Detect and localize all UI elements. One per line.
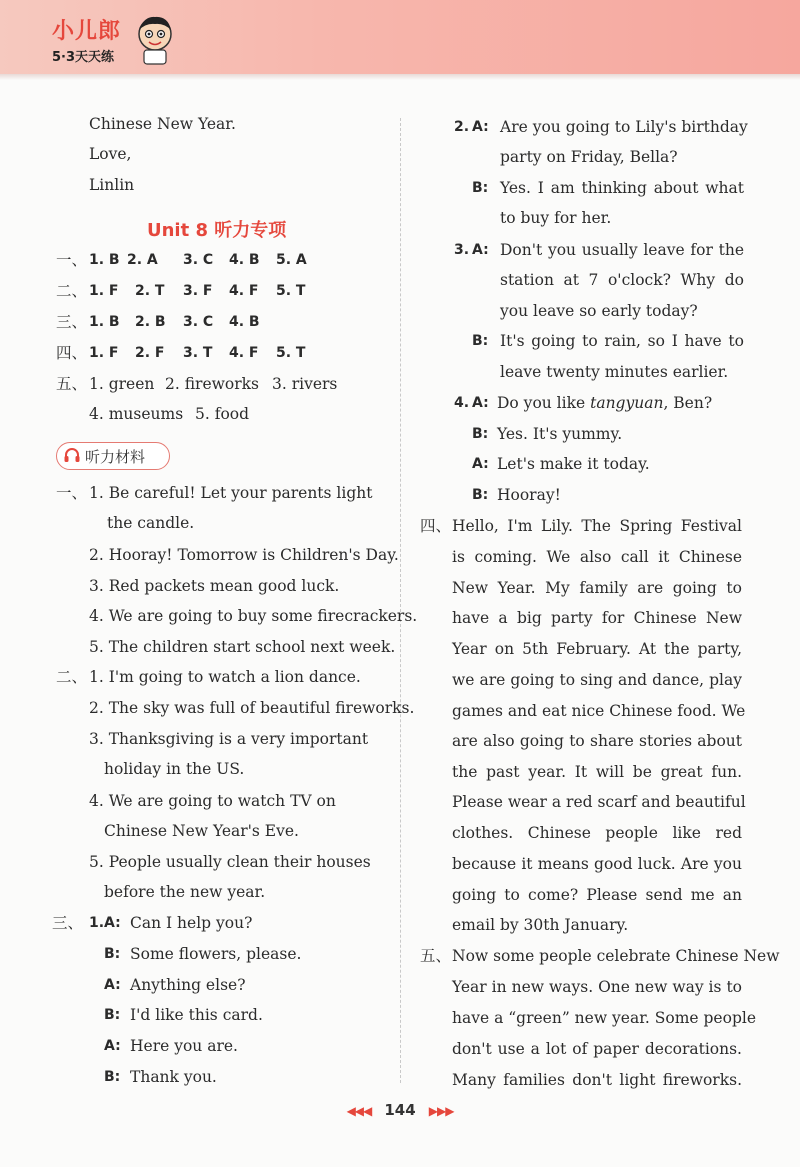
letter-line: Love, bbox=[89, 145, 132, 163]
brand-subtitle: 5·3天天练 bbox=[52, 50, 115, 65]
script-line: 3. Thanksgiving is a very important bbox=[89, 730, 369, 748]
dialogue-line: leave twenty minutes earlier. bbox=[500, 363, 729, 381]
script-line: 5. People usually clean their houses bbox=[89, 853, 371, 871]
unit-title: Unit 8 听力专项 bbox=[147, 220, 287, 241]
answer: 1. B bbox=[89, 314, 120, 330]
answer: 4. B bbox=[229, 314, 260, 330]
speaker: B: bbox=[104, 1007, 121, 1023]
passage-line: email by 30th January. bbox=[452, 916, 629, 934]
answer: 1. B bbox=[89, 252, 120, 268]
script-line: 1. I'm going to watch a lion dance. bbox=[89, 668, 361, 686]
passage-line: are also going to share stories about bbox=[452, 732, 742, 750]
dialogue-line: It's going to rain, so I have to bbox=[500, 332, 744, 350]
page-number: 144 bbox=[384, 1101, 416, 1119]
passage-line: don't use a lot of paper decorations. bbox=[452, 1040, 742, 1058]
header-shadow bbox=[0, 74, 800, 80]
answer: 4. F bbox=[229, 283, 259, 299]
mascot-icon bbox=[134, 14, 176, 66]
dialogue-italic: tangyuan bbox=[590, 394, 664, 412]
dialogue-number: 2. bbox=[454, 119, 470, 135]
speaker: B: bbox=[472, 487, 489, 503]
script-line: 3. Red packets mean good luck. bbox=[89, 577, 340, 595]
section-marker: 三、 bbox=[56, 313, 88, 331]
section-marker: 二、 bbox=[56, 282, 88, 300]
section-marker: 五、 bbox=[420, 947, 452, 965]
passage-line: the past year. It will be great fun. bbox=[452, 763, 742, 781]
answer: 4. F bbox=[229, 345, 259, 361]
script-line: 2. The sky was full of beautiful fireworks. bbox=[89, 699, 415, 717]
speaker: A: bbox=[472, 242, 489, 258]
materials-label-text: 听力材料 bbox=[85, 448, 146, 466]
dialogue-number: 4. bbox=[454, 395, 470, 411]
page-footer bbox=[0, 1100, 800, 1119]
answer: 2. T bbox=[135, 283, 165, 299]
answer: 3. F bbox=[183, 283, 213, 299]
right-arrows-icon: ▶▶▶ bbox=[428, 1104, 454, 1118]
passage-line: is coming. We also call it Chinese bbox=[452, 548, 742, 566]
answer: 2. A bbox=[127, 252, 158, 268]
left-arrows-icon: ◀◀◀ bbox=[346, 1104, 372, 1118]
passage-line: have a big party for Chinese New bbox=[452, 609, 742, 627]
passage-line: have a “green” new year. Some people bbox=[452, 1009, 756, 1027]
answer: 5. A bbox=[276, 252, 307, 268]
answer: 1. F bbox=[89, 283, 119, 299]
script-line: Chinese New Year's Eve. bbox=[104, 822, 299, 840]
brand-logo: 小儿郎 bbox=[52, 19, 122, 44]
speaker: A: bbox=[104, 977, 121, 993]
dialogue-line: you leave so early today? bbox=[500, 302, 698, 320]
answer: 4. B bbox=[229, 252, 260, 268]
dialogue-line: station at 7 o'clock? Why do bbox=[500, 271, 744, 289]
speaker: A: bbox=[104, 1038, 121, 1054]
dialogue-line: Yes. It's yummy. bbox=[497, 425, 623, 443]
script-line: before the new year. bbox=[104, 883, 266, 901]
section-marker: 二、 bbox=[56, 668, 88, 686]
dialogue-line: party on Friday, Bella? bbox=[500, 148, 678, 166]
letter-line: Linlin bbox=[89, 176, 135, 194]
dialogue-line: Here you are. bbox=[130, 1037, 238, 1055]
answer: 2. F bbox=[135, 345, 165, 361]
passage-line: going to come? Please send me an bbox=[452, 886, 742, 904]
answer: 3. rivers bbox=[272, 375, 338, 393]
dialogue-text: , Ben? bbox=[663, 394, 713, 412]
script-line: holiday in the US. bbox=[104, 760, 245, 778]
headphones-icon bbox=[63, 446, 81, 464]
passage-line: Now some people celebrate Chinese New bbox=[452, 947, 780, 965]
speaker: B: bbox=[104, 946, 121, 962]
answer: 2. B bbox=[135, 314, 166, 330]
passage-line: Please wear a red scarf and beautiful bbox=[452, 793, 746, 811]
dialogue-line: I'd like this card. bbox=[130, 1006, 263, 1024]
speaker: A: bbox=[104, 915, 121, 931]
dialogue-line: Anything else? bbox=[130, 976, 246, 994]
passage-line: games and eat nice Chinese food. We bbox=[452, 702, 746, 720]
section-marker: 一、 bbox=[56, 484, 88, 502]
script-line: 5. The children start school next week. bbox=[89, 638, 396, 656]
dialogue-line: Let's make it today. bbox=[497, 455, 650, 473]
dialogue-line: Thank you. bbox=[130, 1068, 217, 1086]
script-line: 4. We are going to buy some firecrackers. bbox=[89, 607, 418, 625]
dialogue-line: Can I help you? bbox=[130, 914, 253, 932]
dialogue-line: to buy for her. bbox=[500, 209, 612, 227]
answer: 3. C bbox=[183, 314, 214, 330]
speaker: A: bbox=[472, 456, 489, 472]
answer: 5. food bbox=[195, 405, 250, 423]
answer: 5. T bbox=[276, 345, 306, 361]
script-line: the candle. bbox=[107, 514, 195, 532]
answer-row-1 bbox=[56, 250, 87, 270]
section-marker: 五、 bbox=[56, 375, 88, 393]
passage-line: Hello, I'm Lily. The Spring Festival bbox=[452, 517, 742, 535]
speaker: A: bbox=[472, 395, 489, 411]
answer: 3. T bbox=[183, 345, 213, 361]
dialogue-line: Hooray! bbox=[497, 486, 561, 504]
speaker: B: bbox=[472, 180, 489, 196]
answer: 2. fireworks bbox=[165, 375, 259, 393]
dialogue-line bbox=[497, 393, 712, 413]
section-marker: 三、 bbox=[52, 914, 84, 932]
script-line: 1. Be careful! Let your parents light bbox=[89, 484, 373, 502]
section-marker: 四、 bbox=[420, 517, 452, 535]
dialogue-line: Yes. I am thinking about what bbox=[500, 179, 744, 197]
passage-line: we are going to sing and dance, play bbox=[452, 671, 742, 689]
speaker: A: bbox=[472, 119, 489, 135]
passage-line: Year on 5th February. At the party, bbox=[452, 640, 742, 658]
answer: 1. F bbox=[89, 345, 119, 361]
answer: 5. T bbox=[276, 283, 306, 299]
passage-line: Year in new ways. One new way is to bbox=[452, 978, 742, 996]
section-marker: 四、 bbox=[56, 344, 88, 362]
dialogue-number: 3. bbox=[454, 242, 470, 258]
column-divider bbox=[400, 118, 401, 1083]
letter-line: Chinese New Year. bbox=[89, 115, 236, 133]
passage-line: New Year. My family are going to bbox=[452, 579, 742, 597]
speaker: B: bbox=[104, 1069, 121, 1085]
passage-line: because it means good luck. Are you bbox=[452, 855, 742, 873]
listening-materials-label bbox=[56, 442, 170, 470]
dialogue-line: Don't you usually leave for the bbox=[500, 241, 744, 259]
script-line: 4. We are going to watch TV on bbox=[89, 792, 336, 810]
passage-line: Many families don't light fireworks. bbox=[452, 1071, 742, 1089]
section-marker: 一、 bbox=[56, 251, 88, 269]
dialogue-line: Are you going to Lily's birthday bbox=[500, 118, 748, 136]
speaker: B: bbox=[472, 333, 489, 349]
answer: 4. museums bbox=[89, 405, 184, 423]
answer: 3. C bbox=[183, 252, 214, 268]
dialogue-text: Do you like bbox=[497, 394, 591, 412]
dialogue-number: 1. bbox=[89, 915, 105, 931]
script-line: 2. Hooray! Tomorrow is Children's Day. bbox=[89, 546, 399, 564]
speaker: B: bbox=[472, 426, 489, 442]
passage-line: clothes. Chinese people like red bbox=[452, 824, 742, 842]
dialogue-line: Some flowers, please. bbox=[130, 945, 302, 963]
answer: 1. green bbox=[89, 375, 155, 393]
